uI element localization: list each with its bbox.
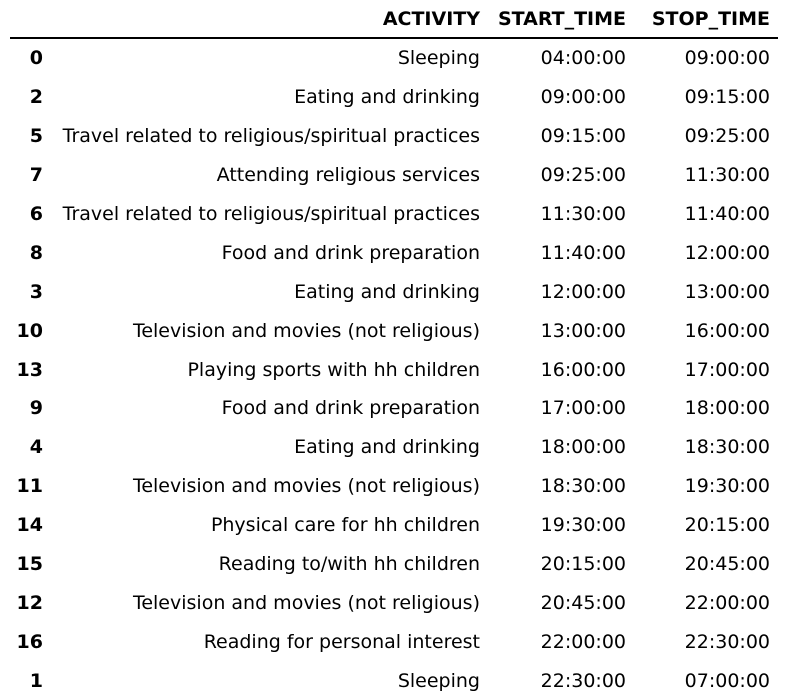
row-start-time: 17:00:00 — [540, 397, 626, 420]
row-stop-time: 09:25:00 — [684, 125, 770, 148]
row-index: 0 — [29, 47, 43, 70]
row-stop-time: 11:30:00 — [684, 164, 770, 187]
row-start-time: 16:00:00 — [540, 358, 626, 381]
header-activity: ACTIVITY — [48, 0, 488, 38]
row-activity: Television and movies (not religious) — [132, 591, 480, 614]
row-start-time: 22:00:00 — [540, 630, 626, 653]
row-activity: Television and movies (not religious) — [132, 319, 480, 342]
header-row — [10, 0, 778, 38]
table-row — [10, 661, 778, 700]
table-row — [10, 350, 778, 389]
table-row — [10, 272, 778, 311]
row-index: 2 — [29, 86, 43, 109]
row-start-time: 13:00:00 — [540, 319, 626, 342]
row-activity: Television and movies (not religious) — [132, 475, 480, 498]
row-stop-time: 20:15:00 — [684, 514, 770, 537]
row-activity: Travel related to religious/spiritual practices — [62, 203, 480, 225]
header-index — [10, 0, 48, 38]
row-start-time: 09:15:00 — [540, 125, 626, 148]
table-body — [10, 38, 778, 700]
table-row — [10, 506, 778, 545]
table-row — [10, 622, 778, 661]
row-stop-time: 16:00:00 — [684, 319, 770, 342]
row-index: 14 — [16, 514, 43, 537]
table-row — [10, 428, 778, 467]
table-row — [10, 583, 778, 622]
row-index: 10 — [16, 319, 43, 342]
row-stop-time: 20:45:00 — [684, 553, 770, 576]
row-stop-time: 19:30:00 — [684, 475, 770, 498]
row-index: 7 — [29, 164, 43, 187]
table-row — [10, 38, 778, 78]
row-start-time: 22:30:00 — [540, 669, 626, 692]
row-index: 15 — [16, 553, 43, 576]
row-activity: Playing sports with hh children — [187, 358, 480, 381]
table-row — [10, 195, 778, 234]
row-activity: Eating and drinking — [294, 436, 480, 459]
row-index: 12 — [16, 591, 43, 614]
row-index: 5 — [29, 125, 43, 148]
table-row — [10, 467, 778, 506]
row-activity: Sleeping — [397, 669, 480, 692]
table-row — [10, 311, 778, 350]
row-stop-time: 22:30:00 — [684, 630, 770, 653]
row-stop-time: 07:00:00 — [684, 669, 770, 692]
table-row — [10, 389, 778, 428]
row-index: 4 — [29, 436, 43, 459]
table-row — [10, 117, 778, 156]
table-row — [10, 156, 778, 195]
row-activity: Eating and drinking — [294, 86, 480, 109]
row-activity: Sleeping — [397, 47, 480, 70]
row-activity: Food and drink preparation — [221, 397, 480, 420]
row-stop-time: 09:00:00 — [684, 47, 770, 70]
row-stop-time: 09:15:00 — [684, 86, 770, 109]
row-stop-time: 18:30:00 — [684, 436, 770, 459]
row-index: 9 — [29, 397, 43, 420]
row-activity: Attending religious services — [216, 164, 480, 187]
header-stop-time: STOP_TIME — [634, 0, 778, 38]
row-stop-time: 17:00:00 — [684, 358, 770, 381]
row-activity: Reading for personal interest — [203, 630, 480, 653]
row-start-time: 11:40:00 — [540, 241, 626, 264]
row-activity: Food and drink preparation — [221, 241, 480, 264]
row-index: 1 — [29, 669, 43, 692]
row-activity: Physical care for hh children — [210, 514, 480, 537]
row-start-time: 09:00:00 — [540, 86, 626, 109]
activity-table — [10, 0, 778, 700]
row-start-time: 11:30:00 — [540, 203, 626, 225]
row-stop-time: 22:00:00 — [684, 591, 770, 614]
row-index: 8 — [29, 241, 43, 264]
row-start-time: 19:30:00 — [540, 514, 626, 537]
row-stop-time: 12:00:00 — [684, 241, 770, 264]
row-index: 13 — [16, 358, 43, 381]
row-activity: Eating and drinking — [294, 280, 480, 303]
row-activity: Reading to/with hh children — [218, 553, 480, 576]
table-row — [10, 78, 778, 117]
header-start-time: START_TIME — [488, 0, 634, 38]
table-header — [10, 0, 778, 38]
activity-table-container — [10, 0, 778, 700]
row-activity: Travel related to religious/spiritual practices — [62, 125, 480, 148]
row-index: 11 — [16, 475, 43, 498]
row-start-time: 20:15:00 — [540, 553, 626, 576]
row-start-time: 20:45:00 — [540, 591, 626, 614]
row-start-time: 09:25:00 — [540, 164, 626, 187]
row-index: 6 — [29, 203, 43, 225]
row-start-time: 04:00:00 — [540, 47, 626, 70]
row-index: 3 — [29, 280, 43, 303]
table-row — [10, 545, 778, 584]
table-row — [10, 233, 778, 272]
row-stop-time: 11:40:00 — [684, 203, 770, 225]
row-stop-time: 13:00:00 — [684, 280, 770, 303]
row-start-time: 12:00:00 — [540, 280, 626, 303]
row-start-time: 18:30:00 — [540, 475, 626, 498]
row-index: 16 — [16, 630, 43, 653]
row-stop-time: 18:00:00 — [684, 397, 770, 420]
row-start-time: 18:00:00 — [540, 436, 626, 459]
